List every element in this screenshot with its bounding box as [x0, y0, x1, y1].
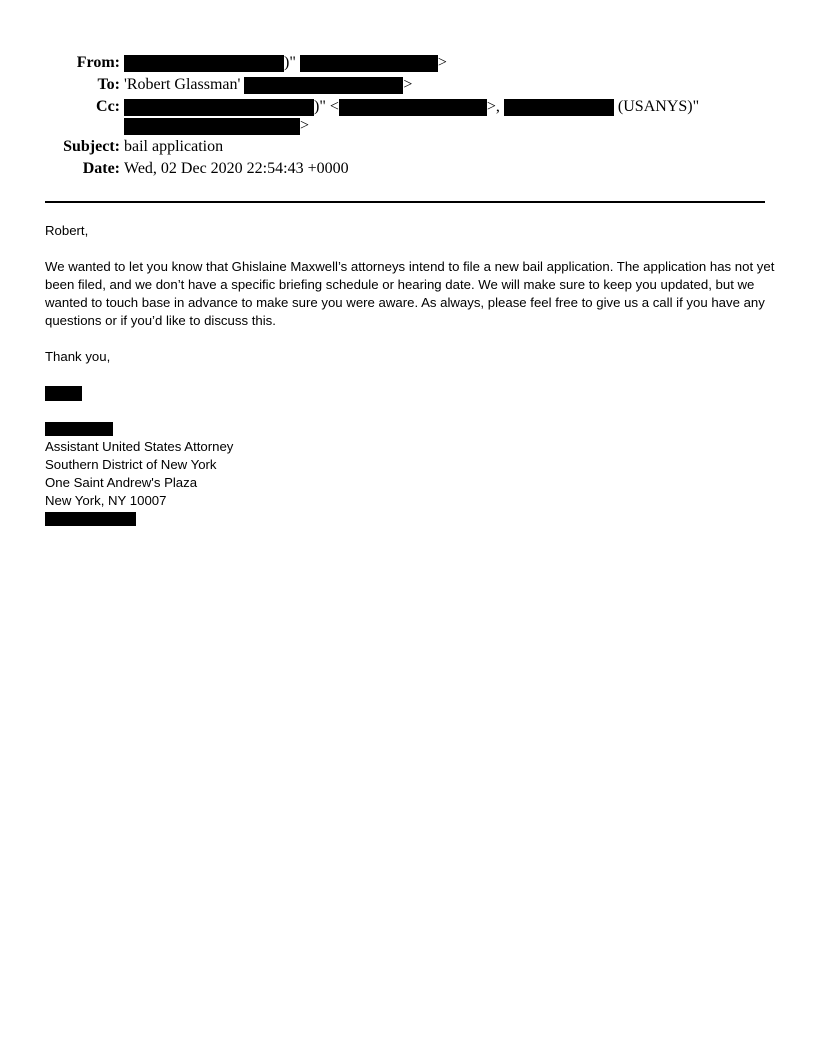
header-divider: [45, 201, 765, 203]
redaction-block: [300, 55, 438, 72]
cc-value: [124, 98, 699, 116]
signature-block: [45, 420, 775, 528]
redaction-block: [124, 99, 314, 116]
to-text-1: 'Robert Glassman': [124, 76, 241, 93]
subject-value: bail application: [124, 138, 224, 155]
subject-label: Subject:: [63, 138, 120, 155]
to-value: [124, 76, 412, 94]
redaction-block: [504, 99, 614, 116]
greeting: Robert,: [45, 223, 89, 238]
to-label: To:: [97, 76, 120, 93]
signature-address-2: New York, NY 10007: [45, 493, 167, 508]
date-label: Date:: [82, 160, 120, 177]
from-value: [124, 54, 447, 72]
from-label: From:: [76, 54, 120, 71]
redaction-block: [339, 99, 487, 116]
cc-value-continued: [124, 117, 309, 135]
from-text-2: >: [437, 54, 447, 71]
redaction-block: [124, 55, 284, 72]
from-text-1: )": [284, 54, 296, 71]
signature-title: Assistant United States Attorney: [45, 439, 234, 454]
cc-text-2: >,: [486, 98, 500, 115]
redaction-block: [45, 386, 82, 401]
email-body: [45, 222, 775, 528]
cc-text-1: )" <: [314, 98, 339, 115]
redaction-block: [45, 422, 113, 436]
cc-text-4: >: [300, 117, 310, 134]
date-value: Wed, 02 Dec 2020 22:54:43 +0000: [124, 160, 349, 177]
redaction-block: [45, 512, 136, 526]
closing: Thank you,: [45, 349, 111, 364]
cc-text-3: (USANYS)": [617, 98, 700, 115]
signature-name-redacted: [45, 420, 775, 438]
sender-name-redacted: [45, 384, 775, 402]
signature-phone-redacted: [45, 510, 775, 528]
signature-office: Southern District of New York: [45, 457, 217, 472]
body-paragraph: We wanted to let you know that Ghislaine Maxwell’s attorneys intend to file a new bail application. The application has not yet been filed, and we don’t have a specific briefing schedule or hearing date. We will make sure to keep you updated, but we wanted to touch base in advance to make sure you were aware. As always, please feel free to give us a call if you have any questions or if you’d like to discuss this.: [45, 259, 775, 328]
signature-address-1: One Saint Andrew's Plaza: [45, 475, 198, 490]
redaction-block: [244, 77, 403, 94]
redaction-block: [124, 118, 300, 135]
to-text-2: >: [403, 76, 413, 93]
cc-label: Cc:: [96, 98, 120, 115]
